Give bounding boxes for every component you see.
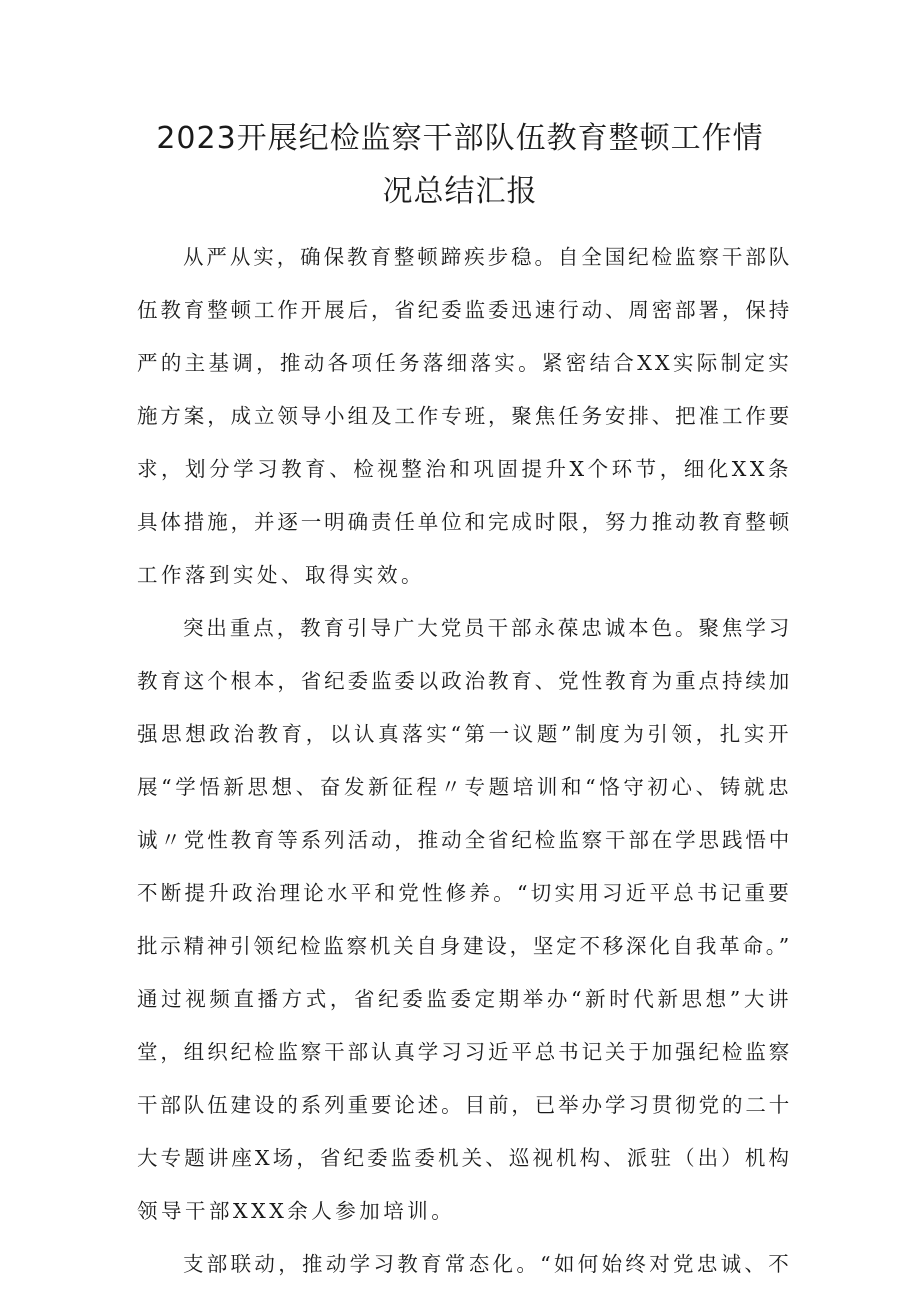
paragraph-1-line: 求，划分学习教育、检视整治和巩固提升X个环节，细化XX条: [137, 457, 792, 481]
paragraph-2-line: 堂，组织纪检监察干部认真学习习近平总书记关于加强纪检监察: [137, 1040, 792, 1064]
paragraph-1-line: 伍教育整顿工作开展后，省纪委监委迅速行动、周密部署，保持: [137, 298, 792, 322]
paragraph-1-line: 具体措施，并逐一明确责任单位和完成时限，努力推动教育整顿: [137, 510, 792, 534]
paragraph-2-line: 诚〃党性教育等系列活动，推动全省纪检监察干部在学思践悟中: [137, 828, 792, 852]
paragraph-2-line: 干部队伍建设的系列重要论述。目前，已举办学习贯彻党的二十: [137, 1093, 792, 1117]
paragraph-1-line: 严的主基调，推动各项任务落细落实。紧密结合XX实际制定实: [137, 351, 792, 375]
paragraph-2-line: 强思想政治教育，以认真落实“第一议题”制度为引领，扎实开: [137, 722, 792, 746]
paragraph-1-line: 工作落到实处、取得实效。: [137, 563, 425, 587]
paragraph-2-line: 领导干部XXX余人参加培训。: [137, 1199, 456, 1223]
paragraph-1-line: 施方案，成立领导小组及工作专班，聚焦任务安排、把准工作要: [137, 404, 792, 428]
paragraph-1-line: 从严从实，确保教育整顿蹄疾步稳。自全国纪检监察干部队: [183, 245, 792, 269]
paragraph-2-line: 展“学悟新思想、奋发新征程〃专题培训和“恪守初心、铸就忠: [137, 775, 792, 799]
document-title-line-1: 2023开展纪检监察干部队伍教育整顿工作情: [156, 121, 764, 156]
paragraph-2-line: 教育这个根本，省纪委监委以政治教育、党性教育为重点持续加: [137, 669, 792, 693]
paragraph-2-line: 大专题讲座X场，省纪委监委机关、巡视机构、派驻（出）机构: [137, 1146, 792, 1170]
paragraph-2-line: 批示精神引领纪检监察机关自身建设，坚定不移深化自我革命。”: [137, 934, 792, 958]
paragraph-2-line: 突出重点，教育引导广大党员干部永葆忠诚本色。聚焦学习: [183, 616, 792, 640]
paragraph-2-line: 不断提升政治理论水平和党性修养。“切实用习近平总书记重要: [137, 881, 792, 905]
paragraph-2-line: 通过视频直播方式，省纪委监委定期举办“新时代新思想”大讲: [137, 987, 792, 1011]
paragraph-3-line: 支部联动，推动学习教育常态化。“如何始终对党忠诚、不: [183, 1252, 792, 1276]
document-title-line-2: 况总结汇报: [382, 174, 538, 209]
